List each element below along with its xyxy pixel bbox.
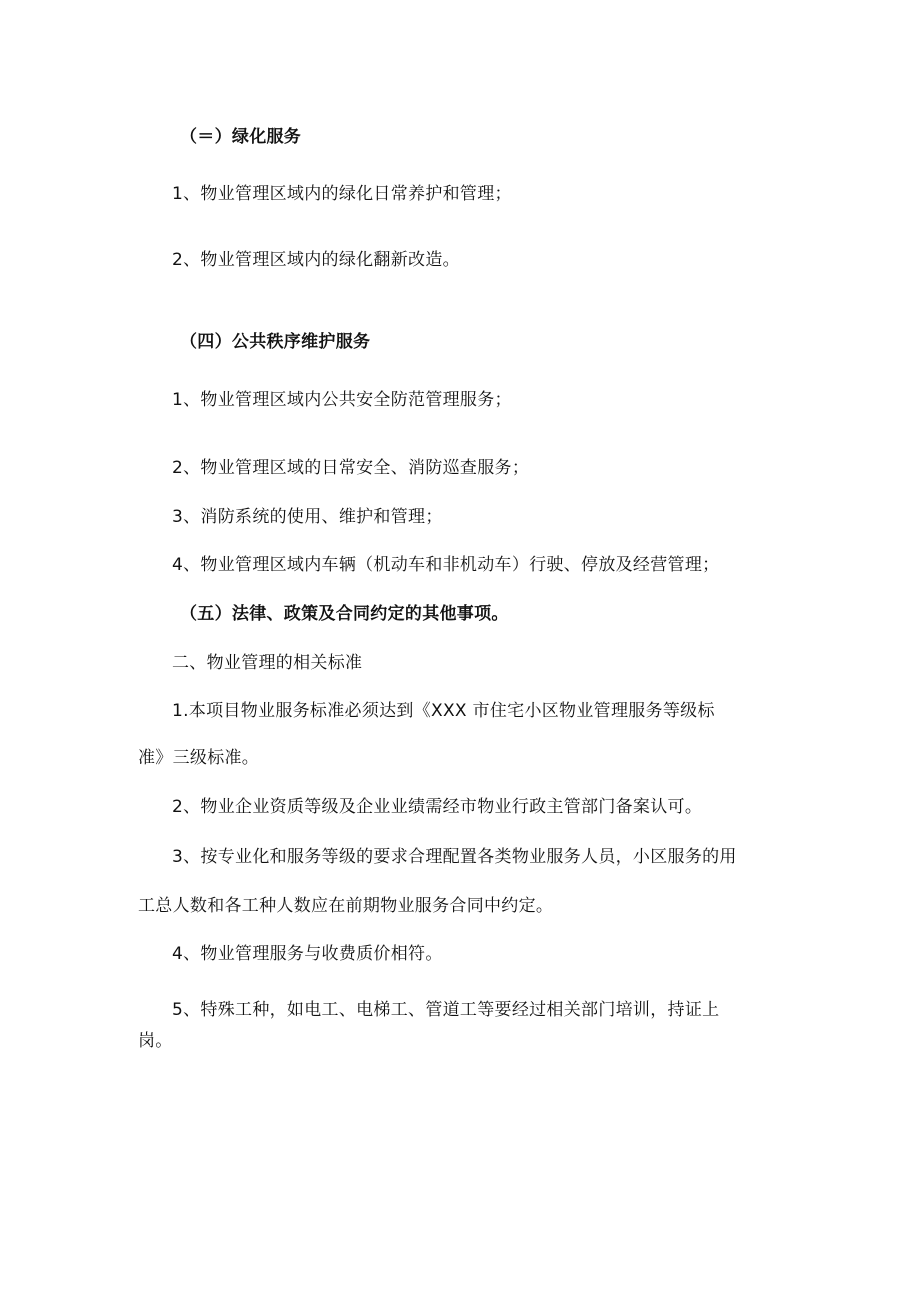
list-item: 3、消防系统的使用、维护和管理； (172, 507, 443, 527)
list-item: 1、物业管理区域内公共安全防范管理服务； (172, 390, 512, 410)
paragraph-line: 岗。 (138, 1031, 173, 1051)
list-item: 4、物业管理区域内车辆（机动车和非机动车）行驶、停放及经营管理； (172, 555, 720, 575)
section-heading-other-matters: （五）法律、政策及合同约定的其他事项。 (180, 604, 509, 624)
list-item: 2、物业管理区域的日常安全、消防巡查服务； (172, 458, 530, 478)
list-item: 1、物业管理区域内的绿化日常养护和管理； (172, 184, 512, 204)
section-heading-greening: （＝）绿化服务 (180, 127, 302, 147)
list-item: 2、物业管理区域内的绿化翻新改造。 (172, 250, 460, 270)
section-heading-public-order: （四）公共秩序维护服务 (180, 332, 371, 352)
paragraph-line: 2、物业企业资质等级及企业业绩需经市物业行政主管部门备案认可。 (172, 797, 703, 817)
paragraph-line: 准》三级标准。 (138, 748, 260, 768)
paragraph-line: 3、按专业化和服务等级的要求合理配置各类物业服务人员，小区服务的用 (172, 847, 737, 867)
paragraph-line: 工总人数和各工种人数应在前期物业服务合同中约定。 (138, 896, 554, 916)
paragraph-line: 5、特殊工种，如电工、电梯工、管道工等要经过相关部门培训，持证上 (172, 1000, 720, 1020)
paragraph-line: 1.本项目物业服务标准必须达到《XXX 市住宅小区物业管理服务等级标 (172, 701, 715, 721)
section-heading-standards: 二、物业管理的相关标准 (172, 653, 363, 673)
paragraph-line: 4、物业管理服务与收费质价相符。 (172, 944, 443, 964)
